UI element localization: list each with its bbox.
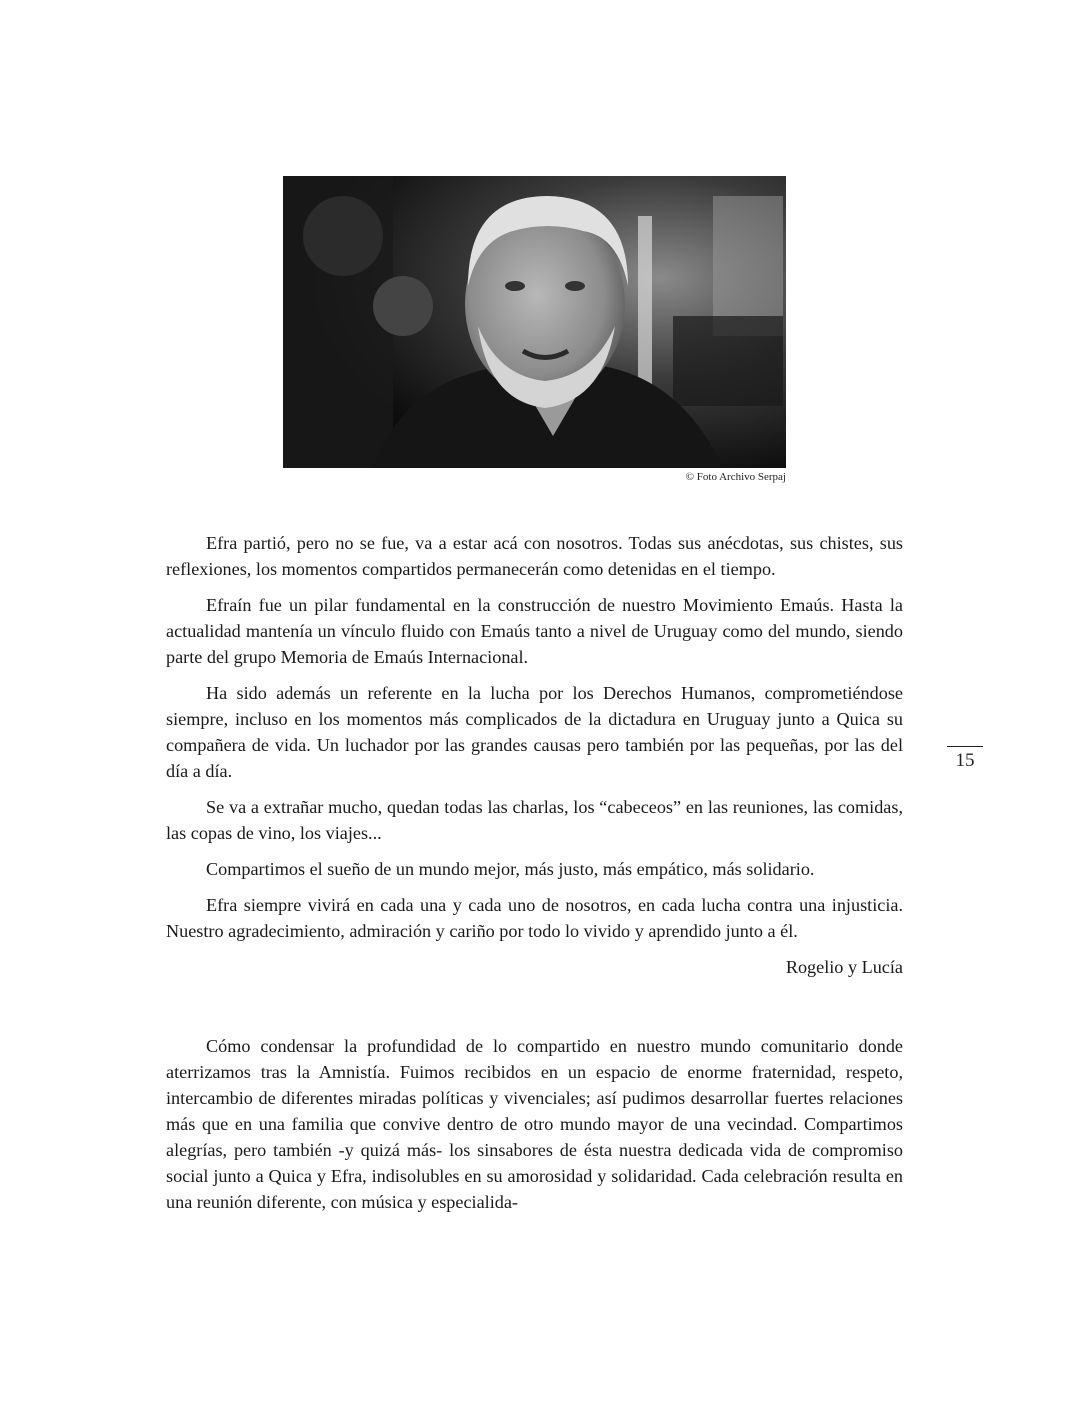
paragraph: Cómo condensar la profundidad de lo compartido en nuestro mundo comunitario donde aterrizamos tras la Amnistía. Fuimos recibidos en un espacio de enorme fraternidad, respeto, intercambio de diferentes miradas políticas y vivenciales; así pudimos desarrollar fuertes relaciones más que en una familia que convive dentro de otro mundo mayor de una vecindad. Compartimos alegrías, pero también -y quizá más- los sinsabores de ésta nuestra dedicada vida de compromiso social junto a Quica y Efra, indisolubles en su amorosidad y solidaridad. Cada celebración resulta en una reunión diferente, con música y especialida- [166, 1036, 903, 1212]
paragraph: Efraín fue un pilar fundamental en la construcción de nuestro Movimiento Emaús. Hasta la actualidad mantenía un vínculo fluido con Emaús tanto a nivel de Uruguay como del mundo, siendo parte del grupo Memoria de Emaús Internacional. [166, 595, 903, 667]
paragraph: Ha sido además un referente en la lucha por los Derechos Humanos, comprometiéndose siempre, incluso en los momentos más complicados de la dictadura en Uruguay junto a Quica su compañera de vida. Un luchador por las grandes causas pero también por las pequeñas, por las del día a día. [166, 683, 903, 781]
paragraph: Compartimos el sueño de un mundo mejor, más justo, más empático, más solidario. [206, 859, 815, 879]
page-number: 15 [947, 746, 983, 772]
photo-credit: © Foto Archivo Serpaj [685, 471, 786, 483]
paragraph: Efra partió, pero no se fue, va a estar acá con nosotros. Todas sus anécdotas, sus chistes, sus reflexiones, los momentos compartidos permanecerán como detenidas en el tiempo. [166, 533, 903, 579]
paragraph: Se va a extrañar mucho, quedan todas las charlas, los “cabeceos” en las reuniones, las comidas, las copas de vino, los viajes... [166, 797, 903, 843]
paragraph: Efra siempre vivirá en cada una y cada uno de nosotros, en cada lucha contra una injusticia. Nuestro agradecimiento, admiración y cariño por todo lo vivido y aprendido junto a él. [166, 895, 903, 941]
signature: Rogelio y Lucía [785, 957, 903, 977]
tribute-text-1 [166, 530, 903, 990]
portrait-photo [283, 176, 786, 468]
tribute-text-2 [166, 1033, 903, 1225]
